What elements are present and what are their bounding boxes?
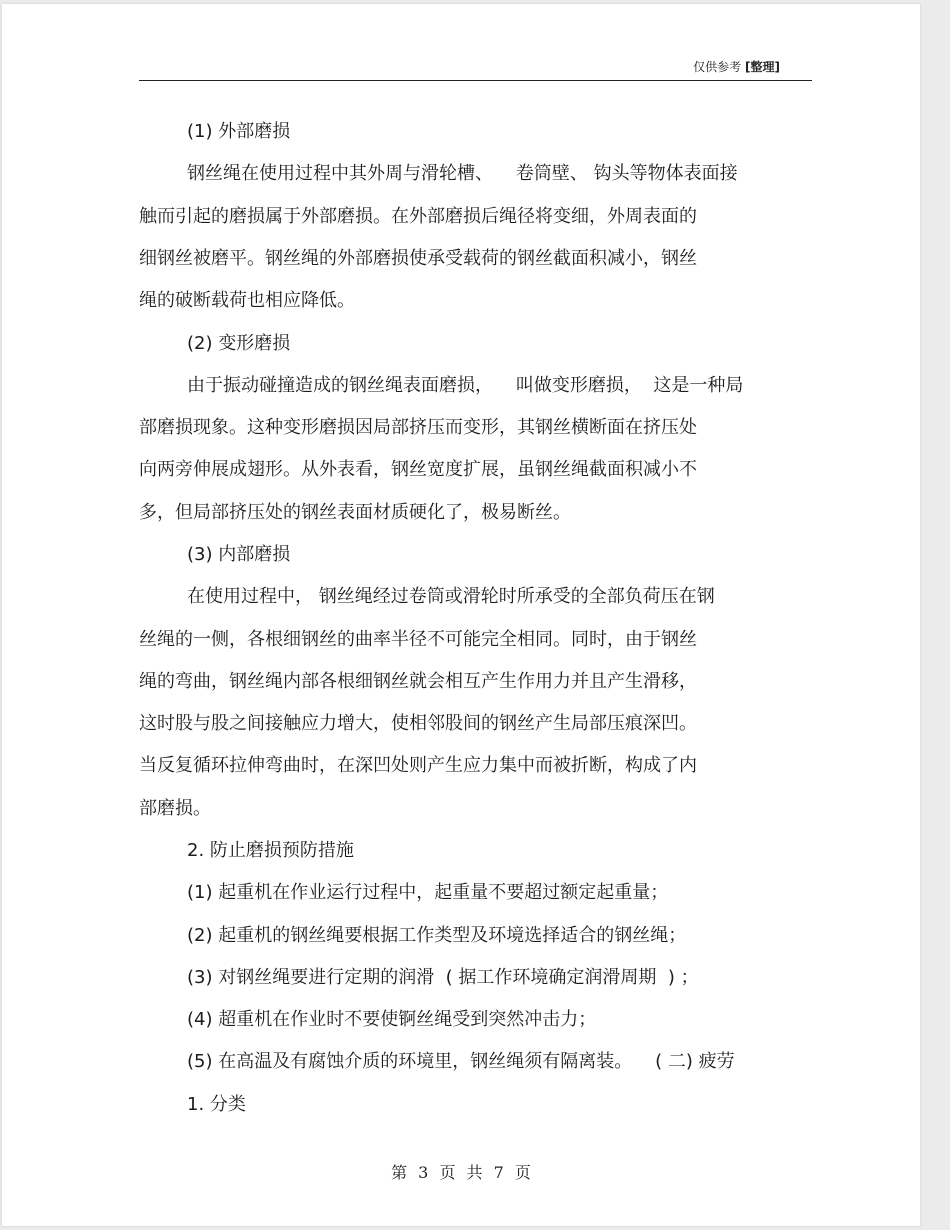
header-rule [139, 80, 812, 81]
text-line: 这时股与股之间接触应力增大，使相邻股间的钢丝产生局部压痕深凹。 [139, 713, 697, 734]
text-line: 在使用过程中， 钢丝绳经过卷筒或滑轮时所承受的全部负荷压在钢 [187, 586, 715, 607]
text-line: (4) 超重机在作业时不要使锕丝绳受到突然冲击力； [187, 1009, 597, 1030]
text-line: 丝绳的一侧，各根细钢丝的曲率半径不可能完全相同。同时，由于钢丝 [139, 629, 697, 650]
text-line: (3) 对钢丝绳要进行定期的润滑 ( 据工作环境确定润滑周期 ) ； [187, 967, 699, 988]
document-page [2, 4, 920, 1226]
text-line: 部磨损现象。这种变形磨损因局部挤压而变形，其钢丝横断面在挤压处 [139, 417, 697, 438]
text-line: 绳的弯曲，钢丝绳内部各根细钢丝就会相互产生作用力并且产生滑移， [139, 671, 697, 692]
text-line: (3) 内部磨损 [187, 544, 291, 565]
text-line: (2) 起重机的钢丝绳要根据工作类型及环境选择适合的钢丝绳； [187, 925, 687, 946]
text-line: 多，但局部挤压处的钢丝表面材质硬化了，极易断丝。 [139, 502, 571, 523]
header-tag: [整理] [745, 60, 780, 74]
text-line: 由于振动碰撞造成的钢丝绳表面磨损， 叫做变形磨损， 这是一种局 [187, 375, 744, 396]
text-line: 部磨损。 [139, 798, 211, 819]
text-line: (1) 起重机在作业运行过程中，起重量不要超过额定起重量； [187, 882, 669, 903]
text-line: 向两旁伸展成翅形。从外表看，钢丝宽度扩展，虽钢丝绳截面积减小不 [139, 459, 697, 480]
text-line: 触而引起的磨损属于外部磨损。在外部磨损后绳径将变细，外周表面的 [139, 206, 697, 227]
text-line: 2. 防止磨损预防措施 [187, 840, 354, 861]
text-line: 钢丝绳在使用过程中其外周与滑轮槽、 卷筒壁、 钩头等物体表面接 [187, 163, 738, 184]
header-note: 仅供参考 [693, 60, 742, 74]
text-line: 当反复循环拉伸弯曲时，在深凹处则产生应力集中而被折断，构成了内 [139, 755, 697, 776]
text-line: (2) 变形磨损 [187, 333, 291, 354]
text-line: 绳的破断载荷也相应降低。 [139, 290, 355, 311]
page-footer: 第 3 页 共 7 页 [391, 1163, 531, 1182]
page-header [693, 58, 780, 75]
text-line: (5) 在高温及有腐蚀介质的环境里，钢丝绳须有隔离装。 ( 二) 疲劳 [187, 1051, 735, 1072]
text-line: 细钢丝被磨平。钢丝绳的外部磨损使承受载荷的钢丝截面积减小，钢丝 [139, 248, 697, 269]
text-line: 1. 分类 [187, 1094, 246, 1115]
text-line: (1) 外部磨损 [187, 121, 291, 142]
